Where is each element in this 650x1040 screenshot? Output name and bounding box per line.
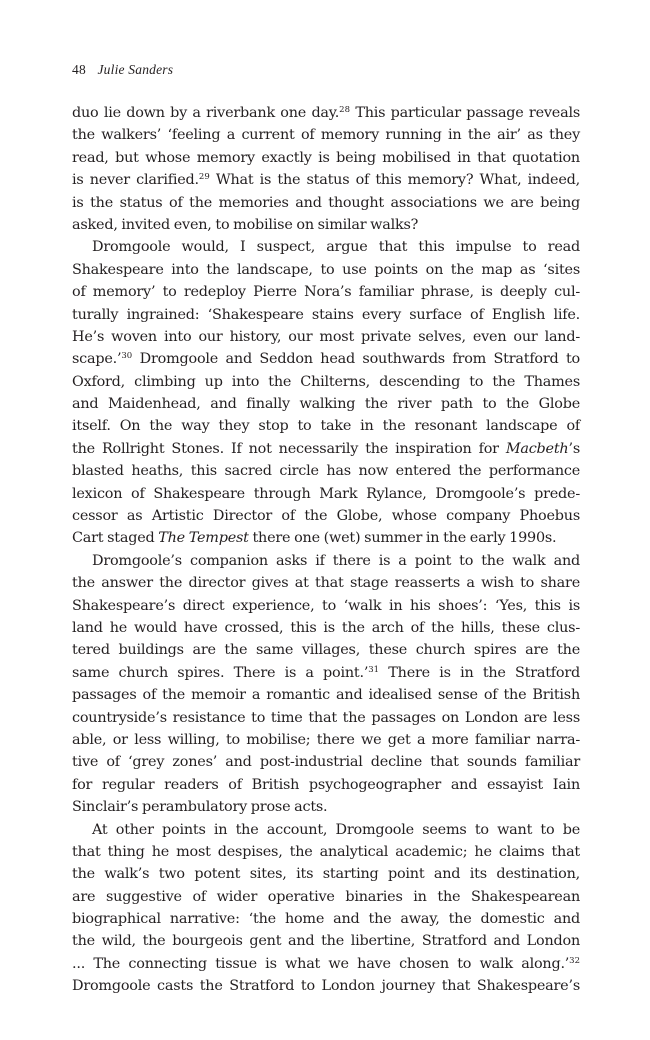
text-line (72, 684, 580, 706)
text-segment: passages of the memoir a romantic and idealised sense of the British (72, 687, 580, 704)
text-line (72, 774, 580, 796)
text-segment: the wild, the bourgeois gent and the libertine, Stratford and London (72, 933, 580, 950)
text-segment: read, but whose memory exactly is being mobilised in that quotation (72, 149, 580, 166)
text-line (72, 639, 580, 661)
text-segment: blasted heaths, this sacred circle has now entered the performance (72, 463, 580, 480)
text-segment: land he would have crossed, this is the arch of the hills, these clus- (72, 619, 580, 636)
text-line (72, 192, 580, 214)
text-line (72, 102, 580, 124)
running-head (72, 62, 173, 78)
text-line (72, 259, 580, 281)
text-segment: There is in the Stratford (379, 664, 580, 681)
text-segment: tered buildings are the same villages, these church spires are the (72, 642, 580, 659)
text-line (72, 483, 580, 505)
text-line (72, 236, 580, 258)
text-segment: Oxford, climbing up into the Chilterns, descending to the Thames (72, 373, 580, 390)
footnote-marker: 32 (569, 955, 580, 966)
footnote-marker: 30 (121, 351, 133, 362)
body-text (72, 102, 580, 998)
text-line (72, 975, 580, 997)
text-segment: turally ingrained: ‘Shakespeare stains every surface of English life. (72, 306, 580, 323)
text-line (72, 438, 580, 460)
text-segment: Dromgoole and Seddon head southwards from Stratford to (132, 351, 580, 368)
text-line (72, 595, 580, 617)
footnote-marker: 28 (339, 105, 350, 115)
text-line (72, 348, 580, 370)
text-segment: the walk’s two potent sites, its starting point and its destination, (72, 866, 580, 883)
text-line (72, 460, 580, 482)
text-segment: He’s woven into our history, our most private selves, even our land- (72, 328, 580, 345)
text-segment: is never clarified. (72, 172, 199, 189)
text-line (72, 415, 580, 437)
text-segment: able, or less willing, to mobilise; there we get a more familiar narra- (72, 731, 580, 748)
text-segment: of memory’ to redeploy Pierre Nora’s familiar phrase, is deeply cul- (72, 284, 580, 301)
text-line (72, 371, 580, 393)
text-segment: biographical narrative: ‘the home and the away, the domestic and (72, 911, 580, 928)
text-line (72, 124, 580, 146)
text-segment: Shakespeare into the landscape, to use points on the map as ‘sites (72, 261, 580, 278)
text-line (72, 304, 580, 326)
text-segment: Sinclair’s perambulatory prose acts. (72, 799, 328, 816)
text-segment: tive of ‘grey zones’ and post-industrial decline that sounds familiar (72, 754, 580, 771)
text-line (72, 729, 580, 751)
text-line (72, 326, 580, 348)
text-line (72, 930, 580, 952)
text-segment: that thing he most despises, the analytical academic; he claims that (72, 843, 580, 860)
text-segment: itself. On the way they stop to take in the resonant landscape of (72, 418, 580, 435)
footnote-marker: 31 (368, 664, 380, 675)
text-line (72, 886, 580, 908)
text-segment: Dromgoole casts the Stratford to London journey that Shakespeare’s (72, 978, 580, 995)
text-line (72, 819, 580, 841)
text-line (72, 841, 580, 863)
text-line (72, 550, 580, 572)
text-segment: the Rollright Stones. If not necessarily the inspiration for (72, 440, 506, 457)
text-segment: ... The connecting tissue is what we have chosen to walk along.’ (72, 955, 570, 972)
text-segment: for regular readers of British psychogeographer and essayist Iain (72, 776, 580, 793)
text-line (72, 617, 580, 639)
text-line (72, 572, 580, 594)
text-segment: lexicon of Shakespeare through Mark Rylance, Dromgoole’s prede- (72, 485, 580, 502)
text-segment: Dromgoole’s companion asks if there is a point to the walk and (92, 552, 580, 569)
text-segment: duo lie down by a riverbank one day. (72, 105, 340, 121)
italic-title: The Tempest (158, 530, 249, 547)
text-segment: cessor as Artistic Director of the Globe, whose company Phoebus (72, 508, 580, 525)
text-segment: Shakespeare’s direct experience, to ‘walk in his shoes’: ‘Yes, this is (72, 597, 580, 614)
text-segment: Dromgoole would, I suspect, argue that this impulse to read (92, 239, 580, 256)
text-line (72, 662, 580, 684)
page-number: 48 (72, 62, 86, 77)
footnote-marker: 29 (198, 172, 210, 183)
running-head-author: Julie Sanders (97, 62, 174, 77)
text-segment: there one (wet) summer in the early 1990s. (248, 530, 557, 547)
text-segment: the answer the director gives at that stage reasserts a wish to share (72, 575, 580, 592)
text-line (72, 393, 580, 415)
text-line (72, 169, 580, 191)
text-segment: are suggestive of wider operative binaries in the Shakespearean (72, 888, 580, 905)
text-segment: is the status of the memories and thought associations we are being (72, 194, 580, 211)
text-segment: scape.’ (72, 351, 122, 368)
text-line (72, 527, 580, 549)
text-line (72, 147, 580, 169)
text-segment: same church spires. There is a point.’ (72, 664, 369, 681)
text-line (72, 953, 580, 975)
text-segment: asked, invited even, to mobilise on similar walks? (72, 216, 419, 233)
text-line (72, 505, 580, 527)
text-segment: countryside’s resistance to time that the passages on London are less (72, 709, 580, 726)
text-line (72, 908, 580, 930)
text-segment: the walkers’ ‘feeling a current of memory running in the air’ as they (72, 127, 580, 144)
text-segment: What is the status of this memory? What, indeed, (209, 172, 580, 189)
text-segment: At other points in the account, Dromgoole seems to want to be (92, 821, 580, 838)
text-line (72, 751, 580, 773)
text-line (72, 214, 580, 236)
text-segment: Cart staged (72, 530, 159, 547)
text-line (72, 796, 580, 818)
text-segment: ’s (568, 440, 580, 457)
text-segment: This particular passage reveals (349, 105, 581, 121)
italic-title: Macbeth (505, 440, 569, 457)
text-line (72, 281, 580, 303)
text-line (72, 863, 580, 885)
text-line (72, 707, 580, 729)
text-segment: and Maidenhead, and finally walking the river path to the Globe (72, 396, 580, 413)
